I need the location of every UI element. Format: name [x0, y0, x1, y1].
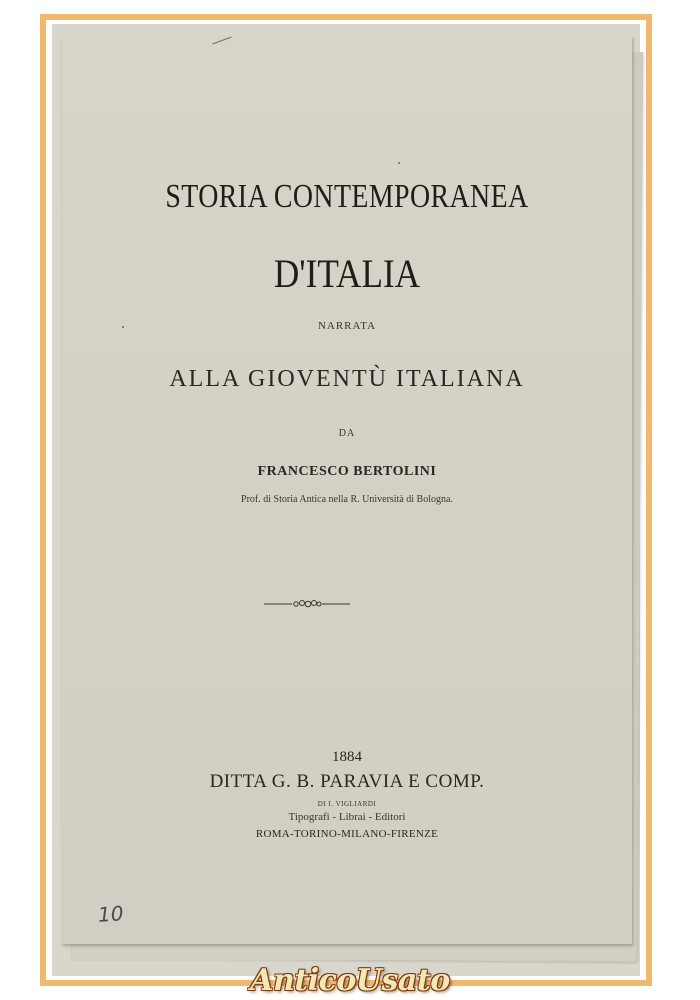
- publisher-name: DITTA G. B. PARAVIA E COMP.: [209, 771, 485, 792]
- paper-speck: [212, 37, 231, 45]
- author-name: FRANCESCO BERTOLINI: [257, 464, 437, 479]
- title-line-2: D'ITALIA: [273, 251, 421, 296]
- da-label: DA: [338, 428, 356, 439]
- paper-speck: [122, 326, 124, 328]
- narrata-label: NARRATA: [317, 320, 377, 332]
- book-cover: [62, 36, 632, 944]
- title-line-1: STORIA CONTEMPORANEA: [165, 178, 529, 215]
- author-title: Prof. di Storia Antica nella R. Università di Bologna.: [241, 494, 453, 505]
- publisher-roles: Tipografi - Librai - Editori: [288, 811, 406, 823]
- publisher-cities: ROMA-TORINO-MILANO-FIRENZE: [255, 828, 439, 840]
- watermark-logo: AnticoUsato: [250, 963, 450, 998]
- ornament-divider-icon: [262, 596, 352, 612]
- paper-speck: [398, 162, 400, 164]
- subtitle: ALLA GIOVENTÙ ITALIANA: [169, 366, 525, 392]
- publisher-sub: DI I. VIGLIARDI: [317, 800, 377, 808]
- handwritten-number: 10: [97, 901, 125, 927]
- publication-year: 1884: [332, 749, 362, 765]
